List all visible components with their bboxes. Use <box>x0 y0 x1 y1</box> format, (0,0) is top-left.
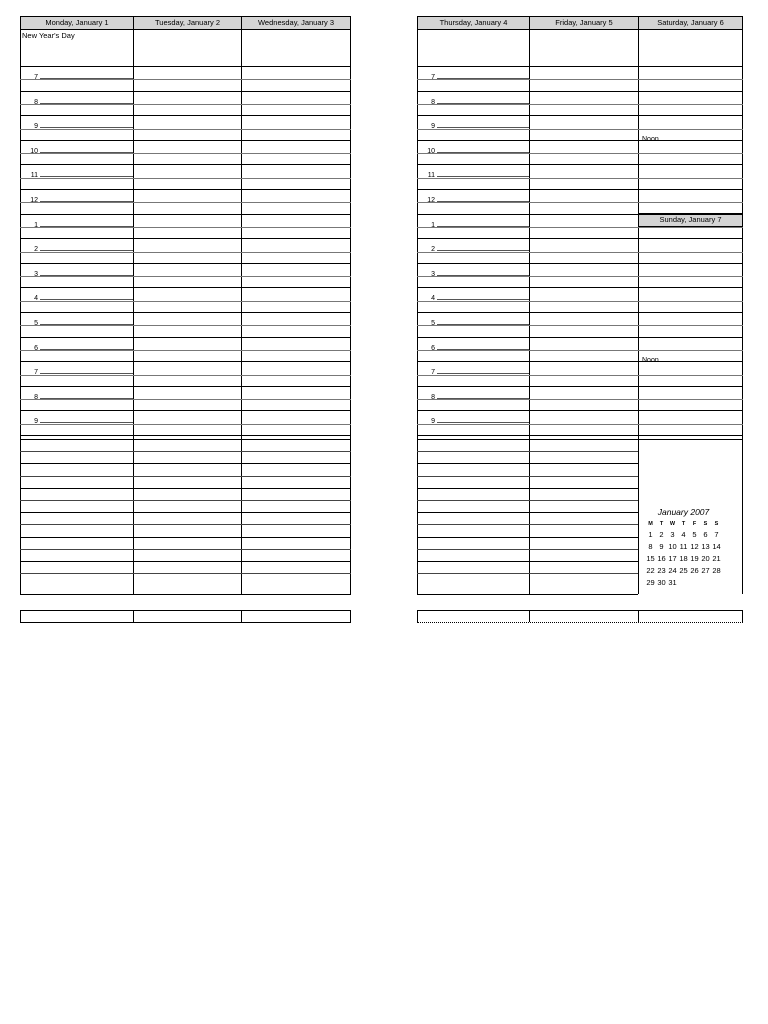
hour-tick <box>437 78 529 79</box>
hour-label: 6 <box>431 344 435 352</box>
left-day-headers <box>20 16 351 30</box>
weekday-label: F <box>692 520 697 527</box>
grid-line <box>20 386 351 387</box>
hour-label: 1 <box>431 221 435 229</box>
hour-label: 3 <box>431 270 435 278</box>
hour-label: 3 <box>34 270 38 278</box>
calendar-date[interactable]: 21 <box>712 553 721 563</box>
grid-line <box>20 463 351 464</box>
hour-tick <box>437 127 529 128</box>
calendar-date[interactable]: 3 <box>670 529 675 539</box>
hour-label: 9 <box>34 418 38 426</box>
grid-line <box>417 594 638 595</box>
weekday-label: T <box>681 520 686 527</box>
grid-line <box>20 549 351 550</box>
grid-line <box>417 79 743 80</box>
calendar-date[interactable]: 19 <box>690 553 699 563</box>
hour-tick <box>40 201 133 202</box>
grid-line <box>20 561 351 562</box>
hour-label: 11 <box>427 172 435 180</box>
calendar-date[interactable]: 10 <box>668 541 677 551</box>
calendar-date[interactable]: 9 <box>659 541 664 551</box>
footer-divider <box>241 611 242 622</box>
hour-label: 9 <box>34 123 38 131</box>
grid-line <box>20 287 351 288</box>
grid-line <box>20 312 351 313</box>
hour-label: 8 <box>431 393 435 401</box>
grid-line <box>417 312 743 313</box>
hour-tick <box>40 349 133 350</box>
grid-line <box>20 410 351 411</box>
grid-line <box>417 488 638 489</box>
grid-line <box>417 410 743 411</box>
grid-line <box>417 350 743 351</box>
calendar-date[interactable]: 20 <box>701 553 710 563</box>
calendar-date[interactable]: 30 <box>657 577 666 587</box>
grid-line <box>417 129 743 130</box>
grid-line <box>20 214 351 215</box>
calendar-date[interactable]: 17 <box>668 553 677 563</box>
grid-line <box>20 301 351 302</box>
day-header-sunday[interactable]: Sunday, January 7 <box>638 213 743 227</box>
hour-label: 9 <box>431 123 435 131</box>
grid-line <box>417 386 743 387</box>
hour-label: 4 <box>34 295 38 303</box>
day-header-friday[interactable]: Friday, January 5 <box>529 16 638 30</box>
grid-line <box>417 29 743 30</box>
grid-line <box>20 263 351 264</box>
calendar-date[interactable]: 28 <box>712 565 721 575</box>
hour-tick <box>40 324 133 325</box>
grid-line <box>417 435 743 436</box>
grid-line <box>417 361 743 362</box>
grid-line <box>417 91 743 92</box>
calendar-date[interactable]: 29 <box>646 577 655 587</box>
calendar-date[interactable]: 18 <box>679 553 688 563</box>
hour-tick <box>40 176 133 177</box>
grid-line <box>417 140 743 141</box>
grid-line <box>417 337 743 338</box>
grid-line <box>20 594 351 595</box>
grid-line <box>417 524 638 525</box>
calendar-date[interactable]: 15 <box>646 553 655 563</box>
grid-line <box>20 227 351 228</box>
grid-line <box>20 79 351 80</box>
hour-label: 7 <box>34 74 38 81</box>
grid-line <box>20 488 351 489</box>
sunday-noon-label: Noon <box>642 357 659 364</box>
grid-line <box>20 573 351 574</box>
weekday-label: W <box>669 520 676 527</box>
grid-line <box>20 512 351 513</box>
hour-tick <box>40 78 133 79</box>
hour-tick <box>437 226 529 227</box>
weekday-label: M <box>648 520 653 527</box>
holiday-note: New Year's Day <box>22 31 75 40</box>
grid-line <box>417 463 638 464</box>
calendar-date[interactable]: 13 <box>701 541 710 551</box>
calendar-date[interactable]: 16 <box>657 553 666 563</box>
grid-line <box>20 178 351 179</box>
hour-tick <box>40 275 133 276</box>
hour-label: 5 <box>431 320 435 327</box>
grid-line <box>20 140 351 141</box>
grid-line <box>417 104 743 105</box>
day-header-wednesday[interactable]: Wednesday, January 3 <box>241 16 351 30</box>
hour-label: 4 <box>431 295 435 303</box>
calendar-date[interactable]: 26 <box>690 565 699 575</box>
hour-tick <box>40 422 133 423</box>
calendar-date[interactable]: 25 <box>679 565 688 575</box>
mini-calendar-title: January 2007 <box>657 507 710 517</box>
footer-divider <box>638 611 639 622</box>
calendar-date[interactable]: 14 <box>712 541 721 551</box>
grid-line <box>417 115 743 116</box>
hour-tick <box>40 226 133 227</box>
day-header-tuesday[interactable]: Tuesday, January 2 <box>133 16 241 30</box>
hour-label: 10 <box>427 147 435 155</box>
grid-line <box>417 301 743 302</box>
right-footer-row <box>417 610 743 623</box>
grid-line <box>417 512 638 513</box>
grid-line <box>20 202 351 203</box>
grid-line <box>417 399 743 400</box>
grid-line <box>20 129 351 130</box>
hour-tick <box>437 373 529 374</box>
grid-line <box>20 476 351 477</box>
grid-line <box>417 375 743 376</box>
calendar-date[interactable]: 31 <box>668 577 677 587</box>
hour-tick <box>437 250 529 251</box>
hour-label: 12 <box>30 197 38 204</box>
grid-line <box>417 66 743 67</box>
hour-tick <box>437 299 529 300</box>
hour-tick <box>40 373 133 374</box>
grid-line <box>20 337 351 338</box>
hour-tick <box>437 201 529 202</box>
grid-line <box>20 439 351 440</box>
calendar-date[interactable]: 22 <box>646 565 655 575</box>
grid-line <box>20 451 351 452</box>
footer-divider <box>133 611 134 622</box>
hour-tick <box>437 349 529 350</box>
grid-line <box>417 164 743 165</box>
grid-line <box>417 153 743 154</box>
grid-line <box>20 104 351 105</box>
grid-line <box>20 350 351 351</box>
weekday-label: T <box>659 520 664 527</box>
grid-line <box>417 287 743 288</box>
hour-tick <box>40 250 133 251</box>
grid-line <box>20 153 351 154</box>
grid-line <box>20 500 351 501</box>
grid-line <box>20 524 351 525</box>
calendar-date[interactable]: 4 <box>681 529 686 539</box>
weekday-label: S <box>714 520 719 527</box>
grid-line <box>417 227 743 228</box>
grid-line <box>417 214 743 215</box>
hour-label: 11 <box>30 172 38 180</box>
left-footer-row <box>20 610 351 623</box>
hour-tick <box>40 127 133 128</box>
hour-label: 8 <box>34 393 38 401</box>
grid-line <box>417 238 743 239</box>
hour-tick <box>437 176 529 177</box>
day-header-monday[interactable]: Monday, January 1 <box>20 16 133 30</box>
day-header-thursday[interactable]: Thursday, January 4 <box>417 16 529 30</box>
hour-label: 12 <box>427 197 435 204</box>
grid-line <box>20 276 351 277</box>
saturday-noon-label: Noon <box>642 136 659 143</box>
grid-line <box>417 252 743 253</box>
calendar-date[interactable]: 1 <box>648 529 653 539</box>
calendar-date[interactable]: 23 <box>657 565 666 575</box>
left-schedule-grid <box>20 29 351 594</box>
hour-tick <box>437 422 529 423</box>
hour-tick <box>437 324 529 325</box>
hour-label: 8 <box>34 98 38 106</box>
hour-tick <box>40 152 133 153</box>
hour-label: 7 <box>34 369 38 377</box>
calendar-date[interactable]: 12 <box>690 541 699 551</box>
grid-line <box>20 325 351 326</box>
grid-line <box>20 238 351 239</box>
calendar-date[interactable]: 27 <box>701 565 710 575</box>
grid-line <box>20 399 351 400</box>
calendar-date[interactable]: 11 <box>679 541 688 551</box>
calendar-date[interactable]: 7 <box>714 529 719 539</box>
calendar-date[interactable]: 5 <box>692 529 697 539</box>
hour-label: 9 <box>431 418 435 426</box>
grid-line <box>417 439 743 440</box>
grid-line <box>417 500 638 501</box>
hour-label: 7 <box>431 74 435 81</box>
hour-label: 5 <box>34 320 38 327</box>
hour-tick <box>437 398 529 399</box>
calendar-date[interactable]: 6 <box>703 529 708 539</box>
calendar-date[interactable]: 8 <box>648 541 653 551</box>
grid-line <box>20 435 351 436</box>
hour-tick <box>437 103 529 104</box>
hour-label: 8 <box>431 98 435 106</box>
grid-line <box>417 451 638 452</box>
grid-line <box>20 164 351 165</box>
hour-label: 2 <box>34 246 38 254</box>
grid-line <box>20 66 351 67</box>
grid-line <box>417 573 638 574</box>
grid-line <box>417 549 638 550</box>
hour-tick <box>40 299 133 300</box>
grid-line <box>417 476 638 477</box>
grid-line <box>417 178 743 179</box>
grid-line <box>20 424 351 425</box>
hour-tick <box>437 275 529 276</box>
grid-line <box>417 263 743 264</box>
hour-label: 7 <box>431 369 435 377</box>
footer-divider <box>529 611 530 622</box>
grid-line <box>417 189 743 190</box>
grid-line <box>417 424 743 425</box>
hour-label: 10 <box>30 147 38 155</box>
calendar-date[interactable]: 24 <box>668 565 677 575</box>
grid-line <box>20 252 351 253</box>
grid-line <box>20 91 351 92</box>
grid-line <box>417 325 743 326</box>
grid-line <box>417 537 638 538</box>
grid-line <box>417 202 743 203</box>
day-header-saturday[interactable]: Saturday, January 6 <box>638 16 743 30</box>
grid-line <box>20 375 351 376</box>
grid-line <box>417 276 743 277</box>
hour-label: 6 <box>34 344 38 352</box>
hour-tick <box>437 152 529 153</box>
calendar-date[interactable]: 2 <box>659 529 664 539</box>
grid-line <box>20 189 351 190</box>
right-day-headers <box>417 16 743 30</box>
hour-label: 1 <box>34 221 38 229</box>
grid-line <box>20 537 351 538</box>
grid-line <box>417 561 638 562</box>
hour-tick <box>40 103 133 104</box>
hour-label: 2 <box>431 246 435 254</box>
weekday-label: S <box>703 520 708 527</box>
grid-line <box>20 361 351 362</box>
grid-line <box>20 115 351 116</box>
hour-tick <box>40 398 133 399</box>
right-schedule-grid <box>417 29 743 594</box>
grid-line <box>20 29 351 30</box>
